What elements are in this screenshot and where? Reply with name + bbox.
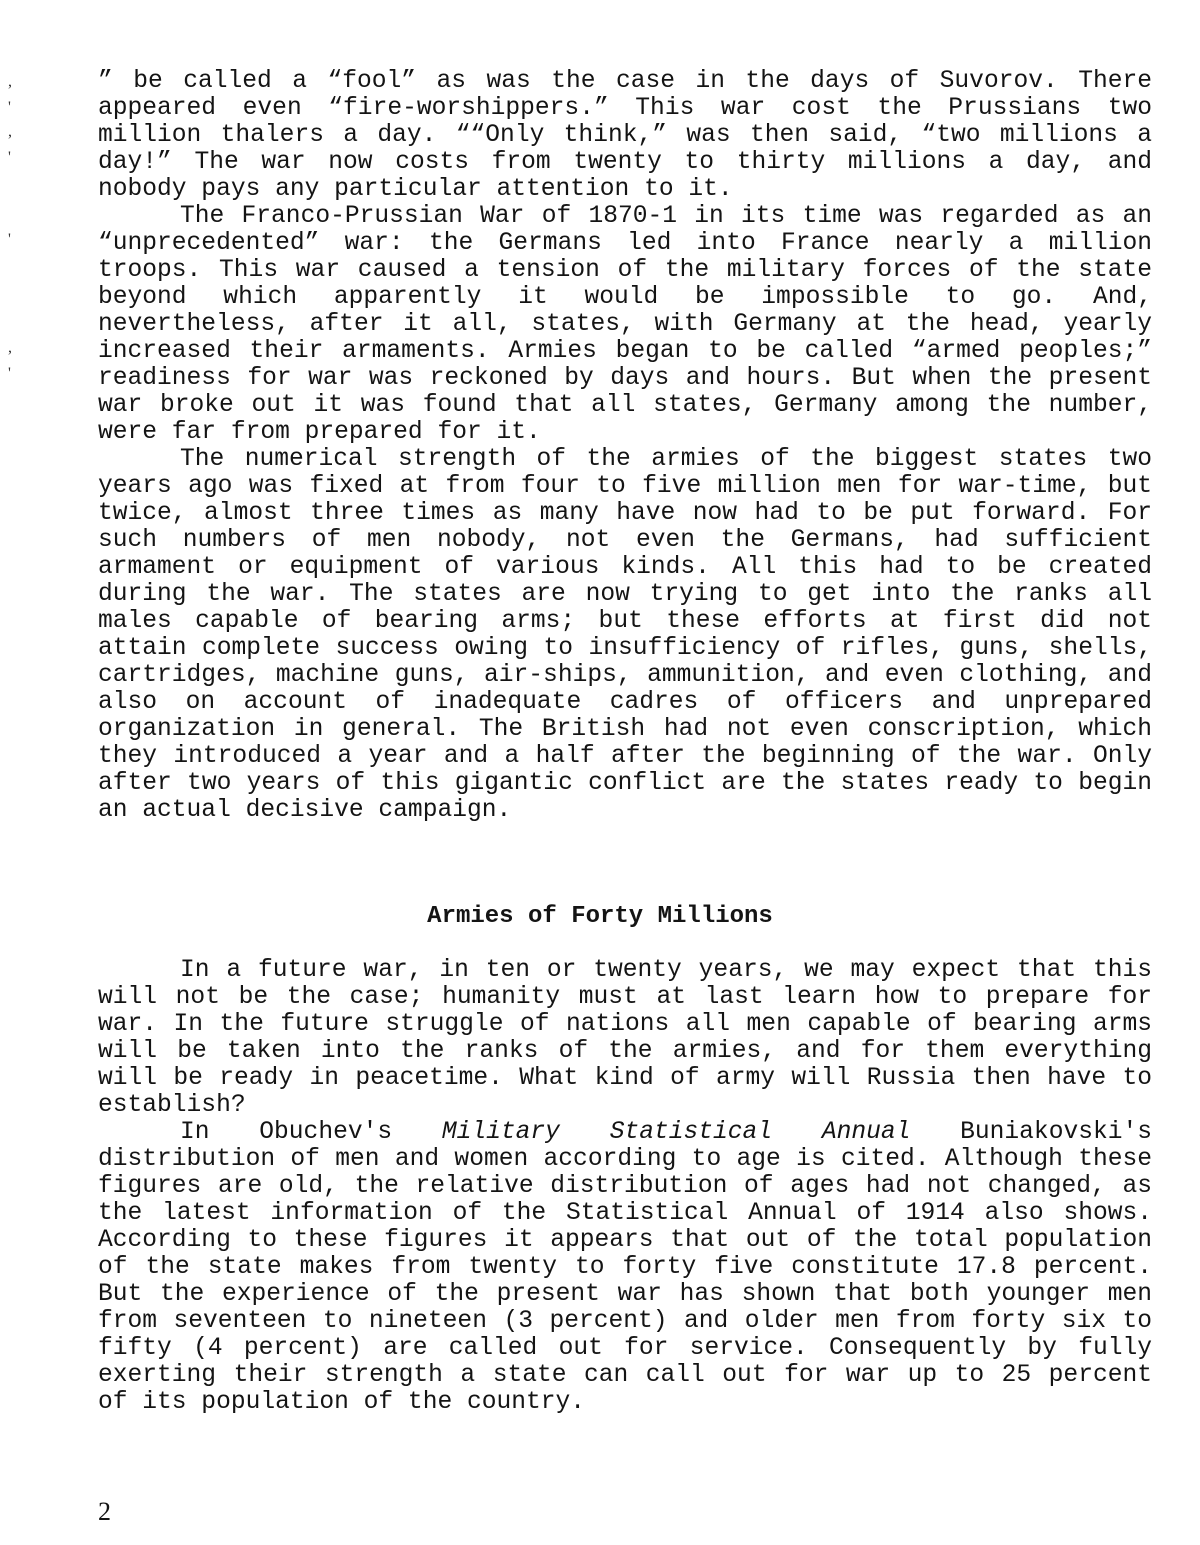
margin-mark: ' [8, 365, 11, 382]
margin-mark: ' [8, 149, 11, 166]
margin-mark: , [8, 123, 12, 140]
paragraph-numerical-strength: The numerical strength of the armies of the biggest states two years ago was fixed at from four to five million men for war-time, but twice, almost three times as many have now had to be put forward. For such numbers of men nobody, not even the Germans, had sufficient armament or equipment of various kinds. All this had to be created during the war. The states are now trying to get into the ranks all males capable of bearing arms; but these efforts at first did not attain complete success owing to insufficiency of rifles, guns, shells, cartridges, machine guns, air-ships, ammunition, and even clothing, and also on account of inadequate cadres of officers and unprepared organization in general. The British had not even conscription, which they introduced a year and a half after the beginning of the war. Only after two years of this gigantic conflict are the states ready to begin an actual decisive campaign. [98, 446, 1152, 824]
margin-mark: ' [8, 99, 11, 116]
body-text-top [98, 68, 1152, 824]
margin-mark: , [8, 73, 12, 90]
page-number: 2 [98, 1497, 111, 1526]
paragraph-obuchev-intro: In Obuchev's [180, 1119, 442, 1146]
book-title: Military Statistical Annual [441, 1119, 911, 1146]
paragraph-obuchev-rest: Buniakovski's distribution of men and women according to age is cited. Although these figures are old, the relative distribution of ages had not changed, as the latest information of the Statistical Annual of 1914 also shows. According to these figures it appears that out of the total population of the state makes from twenty to forty five constitute 17.8 percent. But the experience of the present war has shown that both younger men from seventeen to nineteen (3 percent) and older men from forty six to fifty (4 percent) are called out for service. Consequently by fully exerting their strength a state can call out for war up to 25 percent of its population of the country. [98, 1119, 1152, 1416]
body-text-bottom [98, 957, 1152, 1416]
paragraph-franco-prussian-war: The Franco-Prussian War of 1870-1 in its time was regarded as an “unprecedented” war: the Germans led into France nearly a million troops. This war caused a tension of the military forces of the state beyond which apparently it would be impossible to go. And, nevertheless, after it all, states, with Germany at the head, yearly increased their armaments. Armies began to be called “armed peoples;” readiness for war was reckoned by days and hours. But when the present war broke out it was found that all states, Germany among the number, were far from prepared for it. [98, 203, 1152, 446]
paragraph-future-war: In a future war, in ten or twenty years, we may expect that this will not be the case; humanity must at last learn how to prepare for war. In the future struggle of nations all men capable of bearing arms will be taken into the ranks of the armies, and for them everything will be ready in peacetime. What kind of army will Russia then have to establish? [98, 957, 1152, 1119]
section-heading: Armies of Forty Millions [427, 903, 773, 930]
paragraph-obuchev [98, 1119, 1152, 1416]
margin-mark: ' [8, 231, 11, 248]
paragraph-continuation: ” be called a “fool” as was the case in the days of Suvorov. There appeared even “fire-worshippers.” This war cost the Prussians two million thalers a day. ““Only think,” was then said, “two millions a day!” The war now costs from twenty to thirty millions a day, and nobody pays any particular attention to it. [98, 68, 1152, 203]
margin-mark: , [8, 339, 12, 356]
